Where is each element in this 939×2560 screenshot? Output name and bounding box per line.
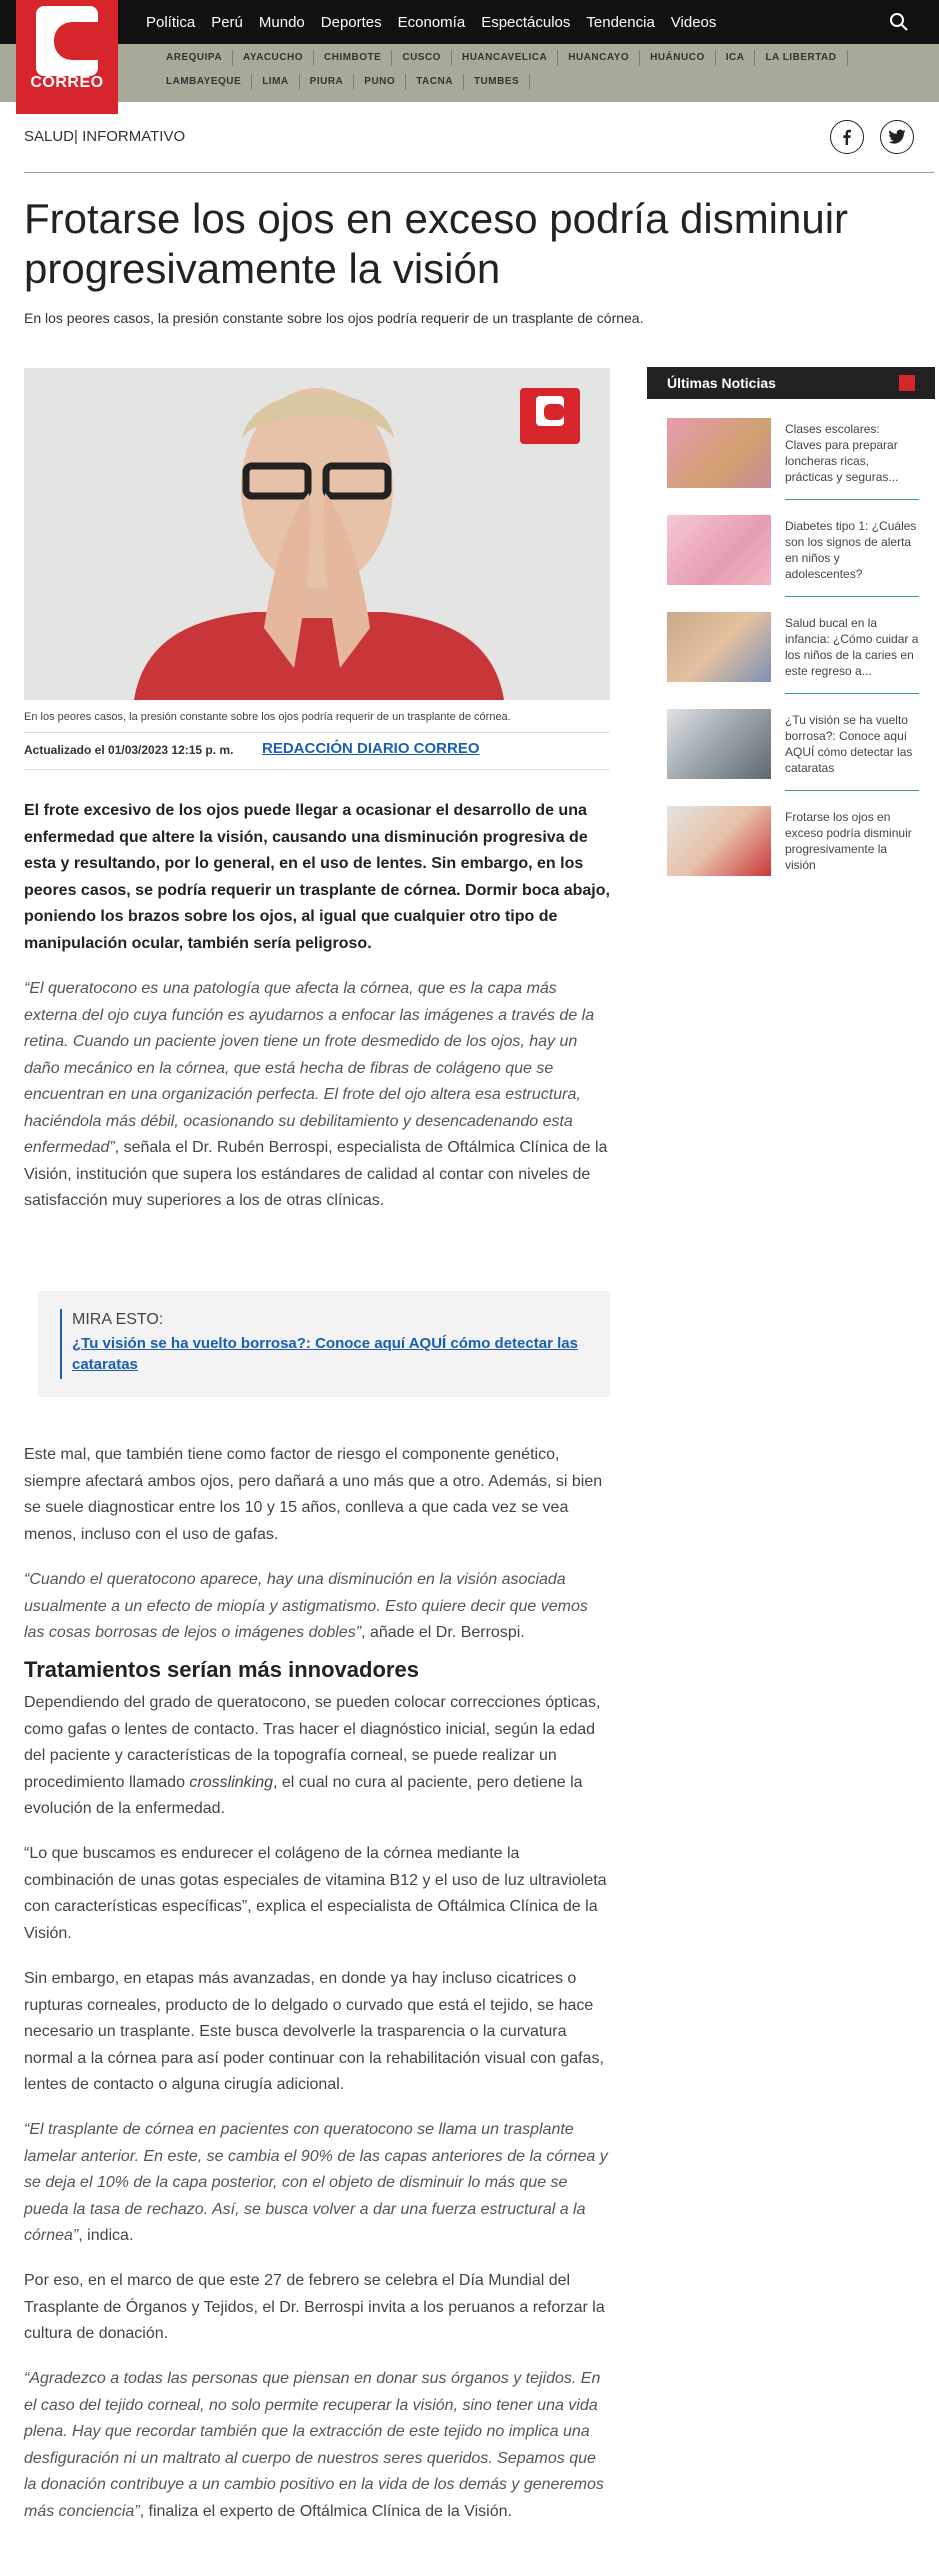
news-headline: Clases escolares: Claves para preparar loncheras ricas, prácticas y seguras... bbox=[785, 422, 899, 484]
facebook-share-button[interactable] bbox=[830, 120, 864, 154]
item-divider bbox=[785, 499, 919, 500]
region-link[interactable]: HUANCAVELICA bbox=[452, 50, 558, 66]
news-headline: Frotarse los ojos en exceso podría disminuir progresivamente la visión bbox=[785, 810, 912, 872]
region-link[interactable]: PUNO bbox=[354, 74, 406, 90]
regions-bar bbox=[0, 44, 939, 102]
quote-text: “Cuando el queratocono aparece, hay una disminución en la visión asociada usualmente a un efecto de miopía y astigmatismo. Esto quiere decir que vemos las cosas borrosas de lejos o imágenes dobles” bbox=[24, 1571, 588, 1641]
article-paragraph: Este mal, que también tiene como factor de riesgo el componente genético, siempre afectará ambos ojos, pero dañará a uno más que a otro. Además, si bien se suele diagnosticar entre los 10 y 15 años, conlleva a que cada vez se vea menos, incluso con el uso de gafas. bbox=[24, 1446, 603, 1543]
latest-news-sidebar bbox=[647, 367, 935, 872]
divider bbox=[24, 172, 934, 173]
article-paragraph: Por eso, en el marco de que este 27 de febrero se celebra el Día Mundial del Trasplante de Órganos y Tejidos, el Dr. Berrospi invita a los peruanos a reforzar la cultura de donación. bbox=[24, 2272, 605, 2342]
paragraph-text: , el cual no cura al paciente, pero detiene la evolución de la enfermedad. bbox=[24, 1773, 583, 1817]
paragraph-text: , finaliza el experto de Oftálmica Clínica de la Visión. bbox=[139, 2502, 512, 2520]
region-link[interactable]: TACNA bbox=[406, 74, 464, 90]
paragraph-text: , indica. bbox=[78, 2227, 134, 2244]
sidebar-title: Últimas Noticias bbox=[667, 375, 776, 391]
news-headline: ¿Tu visión se ha vuelto borrosa?: Conoce aquí AQUÍ cómo detectar las cataratas bbox=[785, 713, 913, 775]
nav-item-politica[interactable]: Política bbox=[146, 13, 196, 31]
article-hero-image bbox=[24, 368, 610, 700]
paragraph-text: , señala el Dr. Rubén Berrospi, especialista de Oftálmica Clínica de la Visión, institución que supera los estándares de calidad al contar con niveles de satisfacción muy superiores a los de otras clínicas. bbox=[24, 1139, 608, 1209]
region-link[interactable]: LAMBAYEQUE bbox=[156, 74, 252, 90]
quote-text: “El trasplante de córnea en pacientes con queratocono se llama un trasplante lamelar anterior. En este, se cambia el 90% de las capas anteriores de la córnea y se deja el 10% de la capa posterior, con el objeto de disminuir lo más que se pueda la tasa de rechazo. Así, se busca volver a dar una fuerza estructural a la córnea” bbox=[24, 2121, 608, 2244]
news-thumbnail bbox=[667, 612, 771, 682]
nav-item-videos[interactable]: Videos bbox=[670, 13, 717, 31]
sidebar-news-item[interactable] bbox=[667, 411, 919, 508]
region-link[interactable]: CUSCO bbox=[392, 50, 452, 66]
sidebar-news-item[interactable] bbox=[667, 702, 919, 799]
quote-text: “El queratocono es una patología que afecta la córnea, que es la capa más externa del ojo cuya función es ayudarnos a enfocar las imágenes a través de la retina. Cuando un paciente joven tiene un frote desmedido de los ojos, hay un daño mecánico en la córnea, que está hecha de fibras de colágeno que se encuentran en una organización perfecta. El frote del ojo altera esa estructura, haciéndola más débil, ocasionando su debilitamiento y desencadenando esta enfermedad” bbox=[24, 980, 595, 1156]
updated-timestamp: Actualizado el 01/03/2023 12:15 p. m. bbox=[24, 743, 234, 757]
sidebar-header bbox=[647, 367, 935, 399]
region-link[interactable]: ICA bbox=[716, 50, 756, 66]
region-link[interactable]: LA LIBERTAD bbox=[755, 50, 847, 66]
paragraph-text: Dependiendo del grado de queratocono, se pueden colocar correcciones ópticas, como gafas o lentes de contacto. Tras hacer el diagnóstico inicial, según la edad del paciente y características de la topografía corneal, se puede realizar un procedimiento llamado bbox=[24, 1694, 601, 1791]
paragraph-text: , añade el Dr. Berrospi. bbox=[361, 1624, 525, 1641]
article-paragraph: Sin embargo, en etapas más avanzadas, en donde ya hay incluso cicatrices o rupturas corneales, producto de lo delgado o curvado que está el tejido, se hace necesario un trasplante. Este busca devolverle la trasparencia o la curvatura normal a la córnea para así poder continuar con la rehabilitación visual con gafas, lentes de contacto o alguna cirugía adicional. bbox=[24, 1970, 604, 2093]
divider bbox=[24, 769, 610, 770]
man-rubbing-eyes-illustration bbox=[24, 368, 610, 700]
section-sub: | INFORMATIVO bbox=[74, 128, 186, 145]
sidebar-news-item[interactable] bbox=[667, 605, 919, 702]
author-link[interactable]: REDACCIÓN DIARIO CORREO bbox=[262, 740, 480, 757]
region-link[interactable]: TUMBES bbox=[464, 74, 530, 90]
news-headline: Diabetes tipo 1: ¿Cuáles son los signos de alerta en niños y adolescentes? bbox=[785, 519, 917, 581]
news-thumbnail bbox=[667, 418, 771, 488]
region-link[interactable]: CHIMBOTE bbox=[314, 50, 392, 66]
news-headline: Salud bucal en la infancia: ¿Cómo cuidar a los niños de la caries en este regreso a... bbox=[785, 616, 919, 678]
twitter-share-button[interactable] bbox=[880, 120, 914, 154]
article-paragraph bbox=[24, 1567, 610, 1647]
item-divider bbox=[785, 596, 919, 597]
correo-logo[interactable] bbox=[16, 0, 118, 114]
quote-text: “Agradezco a todas las personas que piensan en donar sus órganos y tejidos. En el caso del tejido corneal, no solo permite recuperar la visión, sino tener una vida plena. Hay que recordar también que la extracción de este tejido no implica una desfiguración ni un maltrato al cuerpo de nuestros seres queridos. Sepamos que la donación contribuye a un cambio positivo en la vida de los demás y generemos más conciencia” bbox=[24, 2370, 604, 2520]
article-paragraph bbox=[24, 1690, 610, 1823]
nav-item-peru[interactable]: Perú bbox=[211, 13, 243, 31]
logo-tail bbox=[59, 100, 83, 114]
section-link-salud[interactable]: SALUD bbox=[24, 128, 75, 145]
region-link[interactable]: AREQUIPA bbox=[156, 50, 233, 66]
section-heading: Tratamientos serían más innovadores bbox=[24, 1657, 419, 1682]
related-box-label: MIRA ESTO: bbox=[72, 1311, 164, 1328]
news-thumbnail bbox=[667, 515, 771, 585]
sidebar-news-item[interactable] bbox=[667, 508, 919, 605]
nav-item-espectaculos[interactable]: Espectáculos bbox=[481, 13, 571, 31]
nav-item-economia[interactable]: Economía bbox=[397, 13, 466, 31]
twitter-icon bbox=[888, 129, 906, 145]
news-thumbnail bbox=[667, 806, 771, 876]
logo-c-mark bbox=[36, 6, 98, 76]
correo-mini-logo-icon bbox=[899, 375, 915, 391]
related-box-accent bbox=[60, 1309, 62, 1379]
related-article-link[interactable]: ¿Tu visión se ha vuelto borrosa?: Conoce aquí AQUÍ cómo detectar las cataratas bbox=[72, 1335, 578, 1373]
region-link[interactable]: PIURA bbox=[300, 74, 355, 90]
facebook-icon bbox=[839, 129, 855, 145]
article-subtitle: En los peores casos, la presión constante sobre los ojos podría requerir de un trasplante de córnea. bbox=[24, 310, 644, 326]
regions-list bbox=[156, 50, 896, 90]
nav-item-deportes[interactable]: Deportes bbox=[320, 13, 382, 31]
item-divider bbox=[785, 693, 919, 694]
sidebar-news-item[interactable] bbox=[667, 799, 919, 896]
emphasis-term: crosslinking bbox=[189, 1773, 274, 1791]
region-link[interactable]: LIMA bbox=[252, 74, 299, 90]
top-navigation-bar bbox=[0, 0, 939, 44]
region-link[interactable]: HUANCAYO bbox=[558, 50, 640, 66]
related-article-box bbox=[38, 1291, 610, 1397]
item-divider bbox=[785, 790, 919, 791]
region-link[interactable]: AYACUCHO bbox=[233, 50, 314, 66]
main-nav bbox=[146, 0, 716, 44]
article-paragraph bbox=[24, 2366, 610, 2525]
search-icon[interactable] bbox=[889, 12, 909, 32]
logo-wordmark: CORREO bbox=[30, 74, 104, 91]
divider bbox=[24, 732, 610, 733]
article-paragraph: “Lo que buscamos es endurecer el colágeno de la córnea mediante la combinación de unas gotas especiales de vitamina B12 y el uso de luz ultravioleta con características específicas”, explica el especialista de Oftálmica Clínica de la Visión. bbox=[24, 1845, 607, 1942]
nav-item-mundo[interactable]: Mundo bbox=[258, 13, 305, 31]
section-breadcrumb bbox=[24, 128, 185, 145]
region-link[interactable]: HUÁNUCO bbox=[640, 50, 716, 66]
news-thumbnail bbox=[667, 709, 771, 779]
article-paragraph bbox=[24, 976, 610, 1215]
article-title: Frotarse los ojos en exceso podría disminuir progresivamente la visión bbox=[24, 195, 849, 292]
article-lead-paragraph: El frote excesivo de los ojos puede llegar a ocasionar el desarrollo de una enfermedad que altere la visión, causando una disminución progresiva de esta y resultando, por lo general, en el uso de lentes. Sin embargo, en los peores casos, se podría requerir un trasplante de córnea. Dormir boca abajo, poniendo los brazos sobre los ojos, al igual que cualquier otro tipo de manipulación ocular, también sería peligroso. bbox=[24, 802, 610, 952]
image-caption: En los peores casos, la presión constante sobre los ojos podría requerir de un trasplante de córnea. bbox=[24, 711, 511, 723]
nav-item-tendencia[interactable]: Tendencia bbox=[586, 13, 655, 31]
article-paragraph bbox=[24, 2117, 610, 2250]
